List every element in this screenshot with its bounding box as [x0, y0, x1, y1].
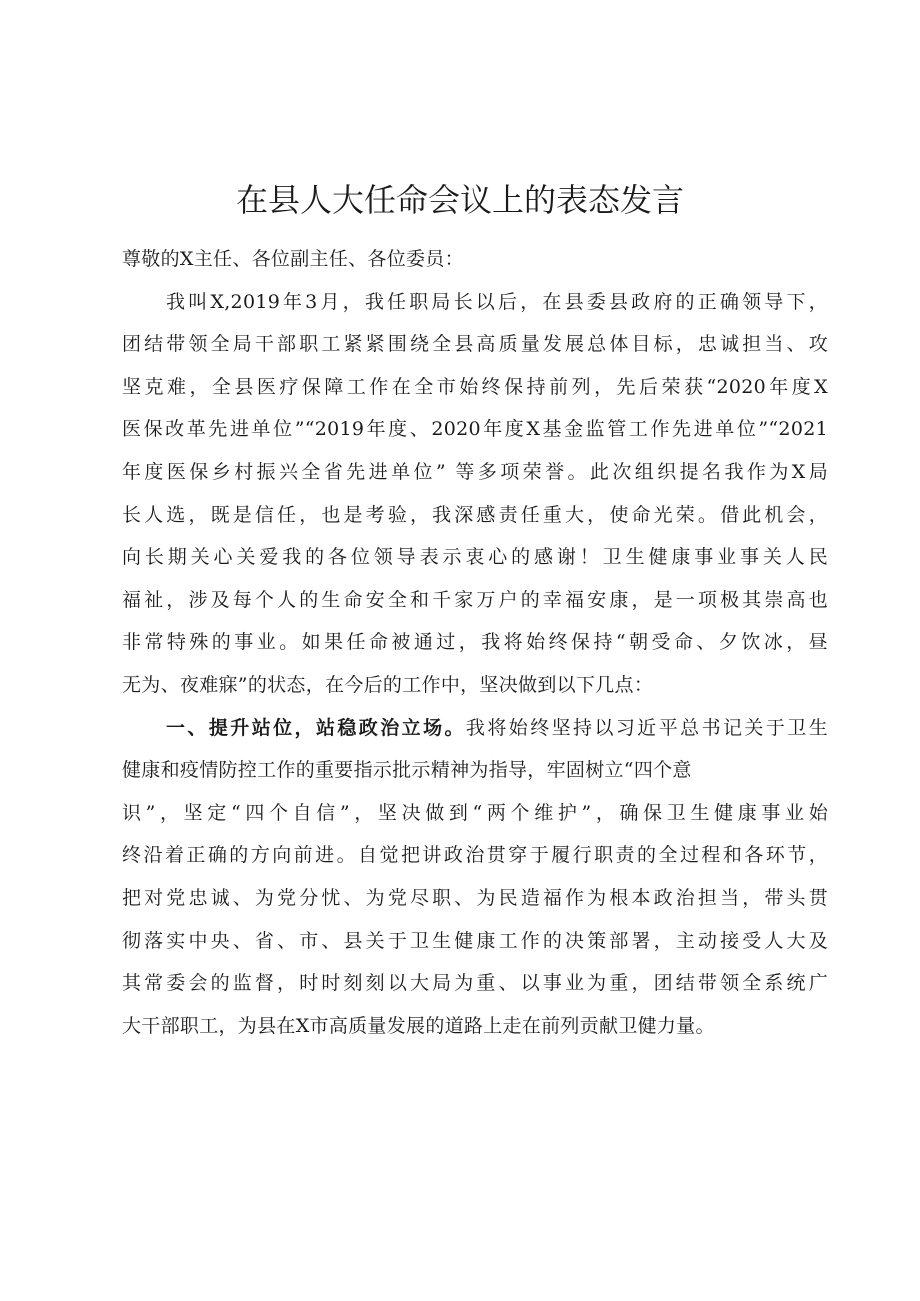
paragraph-line: 医保改革先进单位”“2019年度、2020年度X基金监管工作先进单位”“2021 — [122, 418, 828, 441]
paragraph-line: 坚克难，全县医疗保障工作在全市始终保持前列，先后荣获“2020年度X — [122, 375, 828, 398]
paragraph-line: 福祉，涉及每个人的生命安全和千家万户的幸福安康，是一项极其崇高也 — [122, 588, 828, 611]
paragraph-line: 其常委会的监督，时时刻刻以大局为重、以事业为重，团结带领全系统广 — [122, 972, 828, 995]
section-heading-rest: 我将始终坚持以习近平总书记关于卫生 — [465, 716, 828, 739]
document-title: 在县人大任命会议上的表态发言 — [235, 181, 684, 219]
paragraph-line: 识”，坚定“四个自信”，坚决做到“两个维护”，确保卫生健康事业始 — [122, 801, 828, 824]
paragraph-line: 彻落实中央、省、市、县关于卫生健康工作的决策部署，主动接受人大及 — [122, 929, 828, 952]
paragraph-line: 终沿着正确的方向前进。自觉把讲政治贯穿于履行职责的全过程和各环节， — [122, 844, 828, 867]
document-body — [122, 238, 828, 1047]
paragraph-line: 把对党忠诚、为党分忧、为党尽职、为民造福作为根本政治担当，带头贯 — [122, 886, 828, 909]
section-heading: 一、提升站位，站稳政治立场。 — [166, 716, 466, 739]
paragraph-line: 向长期关心关爱我的各位领导表示衷心的感谢！卫生健康事业事关人民 — [122, 546, 828, 569]
paragraph-line: 团结带领全局干部职工紧紧围绕全县高质量发展总体目标，忠诚担当、攻 — [122, 333, 828, 356]
paragraph-line: 健康和疫情防控工作的重要指示批示精神为指导，牢固树立“四个意 — [122, 759, 692, 782]
salutation: 尊敬的X主任、各位副主任、各位委员： — [122, 248, 464, 270]
paragraph-line-with-heading — [122, 707, 828, 750]
paragraph-line: 无为、夜难寐”的状态，在今后的工作中，坚决做到以下几点： — [122, 673, 654, 696]
paragraph-line: 长人选，既是信任，也是考验，我深感责任重大，使命光荣。借此机会， — [122, 503, 828, 526]
paragraph-line: 年度医保乡村振兴全省先进单位” 等多项荣誉。此次组织提名我作为X局 — [122, 460, 828, 483]
paragraph-line: 大干部职工，为县在X市高质量发展的道路上走在前列贡献卫健力量。 — [122, 1014, 715, 1037]
paragraph-line: 我叫X,2019年3月，我任职局长以后，在县委县政府的正确领导下， — [166, 290, 828, 313]
paragraph-line: 非常特殊的事业。如果任命被通过，我将始终保持“朝受命、夕饮冰，昼 — [122, 631, 828, 654]
